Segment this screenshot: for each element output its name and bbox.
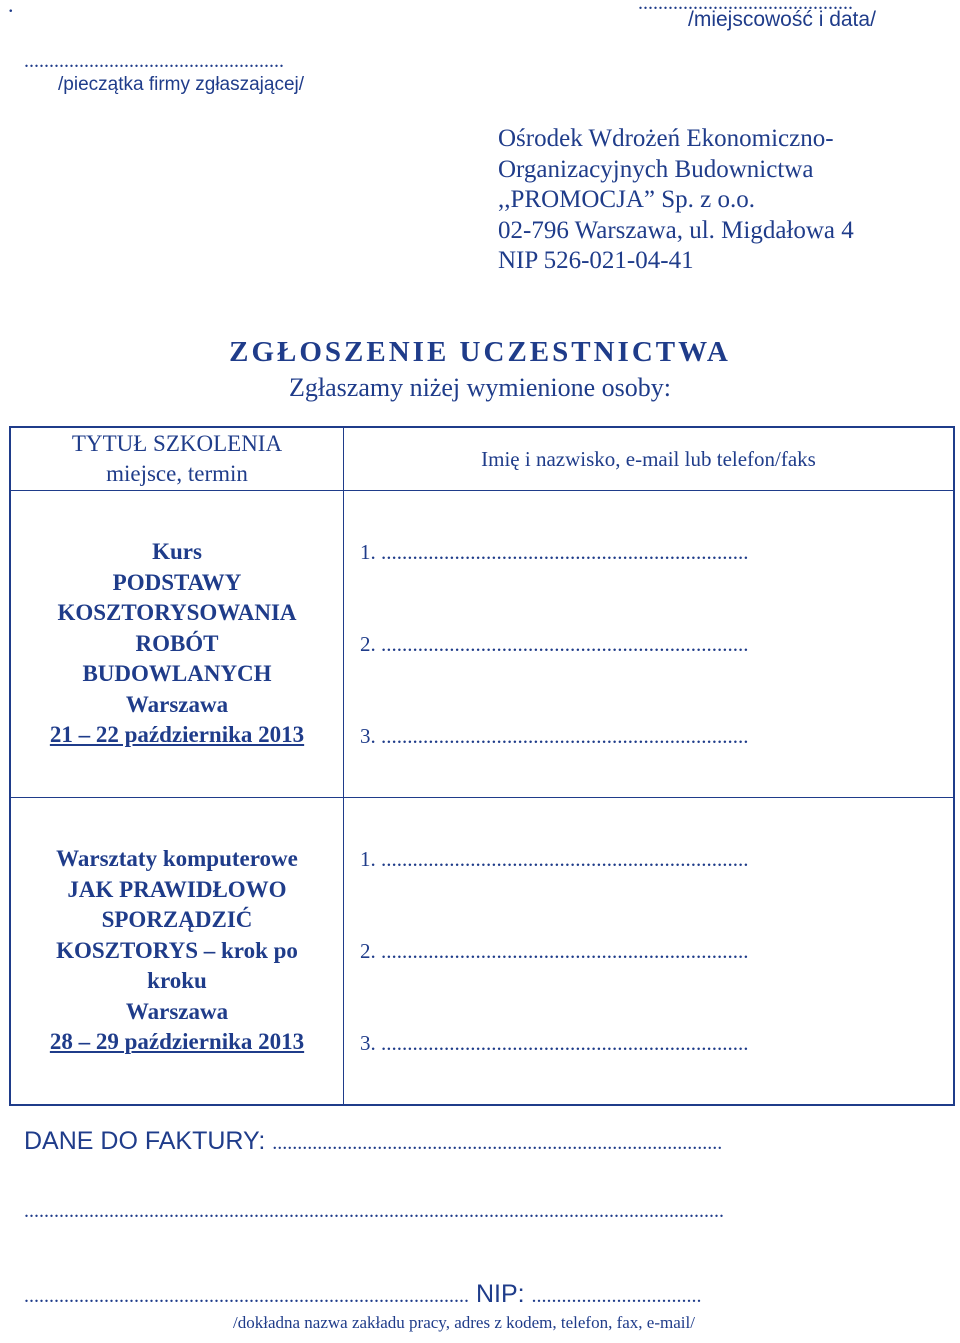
- course-line: KOSZTORYS – krok po: [56, 937, 298, 963]
- course-date: 21 – 22 października 2013: [49, 722, 305, 748]
- course-line: ROBÓT: [135, 630, 219, 656]
- course-line: Warsztaty komputerowe: [56, 846, 298, 871]
- invoice-label: DANE DO FAKTURY:: [24, 1127, 273, 1155]
- recipient-line-3: ,,PROMOCJA” Sp. z o.o.: [498, 186, 755, 213]
- course-line: SPORZĄDZIĆ: [101, 907, 253, 932]
- registration-table: [9, 426, 955, 1106]
- course-line: PODSTAWY: [112, 569, 242, 595]
- participant-line[interactable]: 2. ......................................................................: [360, 632, 749, 656]
- course-cell: [10, 798, 344, 1105]
- table-row: [10, 798, 954, 1105]
- invoice-dots: ..........................................................................................: [272, 1132, 723, 1154]
- course-line: KOSZTORYSOWANIA: [57, 600, 297, 626]
- participant-lines-cell: [344, 491, 955, 798]
- course-header-subtitle: miejsce, termin: [106, 461, 248, 486]
- participant-line[interactable]: 1. ......................................................................: [360, 846, 749, 871]
- form-subtitle: Zgłaszamy niżej wymienione osoby:: [289, 373, 671, 402]
- table-header-row: [10, 427, 954, 491]
- nip-label: NIP:: [469, 1280, 532, 1308]
- stamp-label: /pieczątka firmy zgłaszającej/: [58, 74, 305, 95]
- place-date-label: /miejscowość i data/: [688, 8, 876, 31]
- place-date-dots: ...........................................: [638, 0, 853, 14]
- participant-header-label: Imię i nazwisko, e-mail lub telefon/faks: [481, 447, 816, 471]
- course-cell: [10, 491, 344, 798]
- participant-line[interactable]: 3. ......................................................................: [360, 1030, 749, 1055]
- participant-line[interactable]: 3. ......................................................................: [360, 724, 749, 748]
- recipient-address: [498, 124, 854, 277]
- invoice-line-2[interactable]: ............................................................................................................................................: [24, 1200, 724, 1222]
- course-line: Warszawa: [125, 998, 229, 1024]
- top-dot: .: [8, 0, 14, 17]
- course-date: 28 – 29 października 2013: [49, 1029, 305, 1054]
- invoice-footer-note: /dokładna nazwa zakładu pracy, adres z kodem, telefon, fax, e-mail/: [233, 1313, 695, 1332]
- form-title: ZGŁOSZENIE UCZESTNICTWA: [229, 336, 731, 368]
- participant-line[interactable]: 1. ......................................................................: [360, 540, 749, 564]
- participant-header-cell: [344, 427, 955, 491]
- invoice-line-1[interactable]: [24, 1126, 722, 1156]
- course-line: JAK PRAWIDŁOWO: [67, 876, 287, 902]
- invoice-line-3[interactable]: [24, 1280, 702, 1309]
- participant-lines-cell: [344, 798, 955, 1105]
- course-line: Warszawa: [125, 691, 229, 717]
- course-header-cell: [10, 427, 344, 491]
- nip-dots: ..................................: [531, 1285, 702, 1307]
- participant-line[interactable]: 2. ......................................................................: [360, 938, 749, 963]
- recipient-line-5: NIP 526-021-04-41: [498, 247, 694, 274]
- course-line: kroku: [147, 968, 207, 993]
- course-line: BUDOWLANYCH: [82, 661, 272, 687]
- table-row: [10, 491, 954, 798]
- course-line: Kurs: [152, 539, 202, 565]
- invoice-dots: .........................................................................................: [24, 1285, 469, 1307]
- course-header-title: TYTUŁ SZKOLENIA: [71, 431, 283, 456]
- recipient-line-4: 02-796 Warszawa, ul. Migdałowa 4: [498, 216, 854, 244]
- recipient-line-1: Ośrodek Wdrożeń Ekonomiczno-: [498, 125, 834, 152]
- stamp-dots: ....................................................: [24, 50, 284, 72]
- recipient-line-2: Organizacyjnych Budownictwa: [498, 155, 814, 183]
